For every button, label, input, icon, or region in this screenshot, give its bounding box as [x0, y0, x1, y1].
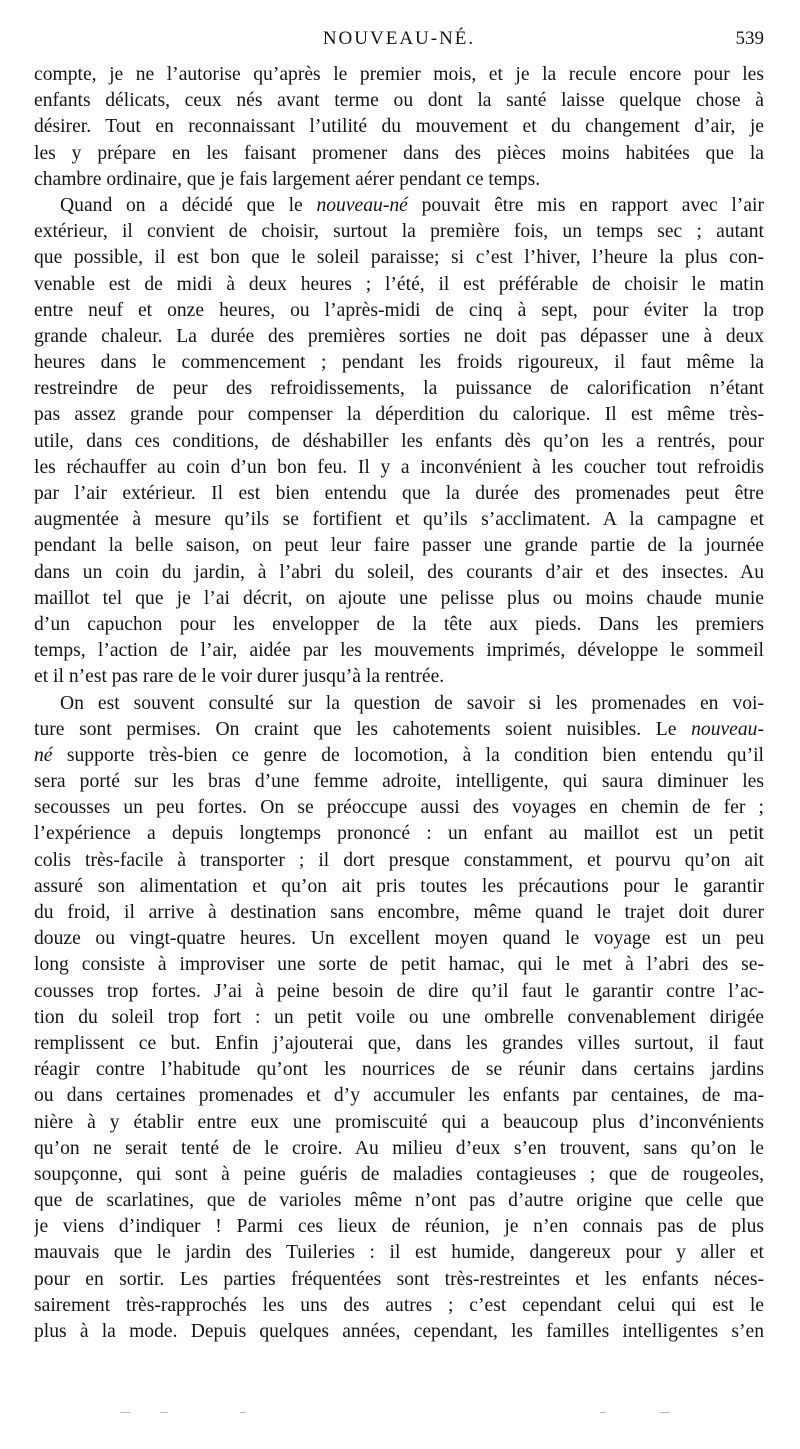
- text-line: augmentée à mesure qu’ils se fortifient et qu’ils s’acclimatent. A la campagne et: [34, 509, 764, 531]
- text-line: compte, je ne l’autorise qu’après le premier mois, et je la recule encore pour les: [34, 64, 764, 85]
- text-line: cousses trop fortes. J’ai à peine besoin de dire qu’il faut le garantir contre l’ac-: [34, 980, 764, 1002]
- text-line: que possible, il est bon que le soleil paraisse; si c’est l’hiver, l’heure la plus con-: [34, 247, 764, 269]
- text-line: entre neuf et onze heures, ou l’après-midi de cinq à sept, pour éviter la trop: [34, 299, 764, 321]
- text-line: maillot tel que je l’ai décrit, on ajoute une pelisse plus ou moins chaude munie: [34, 587, 764, 609]
- text-line: l’expérience a depuis longtemps prononcé : un enfant au maillot est un petit: [34, 823, 764, 845]
- text-line: enfants délicats, ceux nés avant terme ou dont la santé laisse quelque chose à: [34, 90, 764, 112]
- text-line: Quand on a décidé que le nouveau-né pouvait être mis en rapport avec l’air: [60, 194, 764, 216]
- text-line: venable est de midi à deux heures ; l’été, il est préférable de choisir le matin: [34, 273, 764, 295]
- text-line: extérieur, il convient de choisir, surtout la première fois, un temps sec ; autant: [34, 221, 764, 243]
- text-line: pas assez grande pour compenser la déperdition du calorique. Il est même très-: [34, 404, 764, 426]
- body-text: [34, 62, 764, 1345]
- text-line: nière à y établir entre eux une promiscuité qui a beaucoup plus d’inconvénients: [34, 1111, 764, 1133]
- text-line: les y prépare en les faisant promener dans des pièces moins habitées que la: [34, 142, 764, 164]
- text-line: désirer. Tout en reconnaissant l’utilité du mouvement et du changement d’air, je: [34, 116, 764, 138]
- text-line: et il n’est pas rare de le voir durer jusqu’à la rentrée.: [34, 666, 445, 688]
- scan-mark: [160, 1412, 168, 1413]
- scan-mark: [240, 1412, 246, 1413]
- text-line: sairement très-rapprochés les uns des autres ; c’est cependant celui qui est le: [34, 1294, 764, 1316]
- text-line: utile, dans ces conditions, de déshabiller les enfants dès qu’on les a rentrés, pour: [34, 430, 764, 452]
- text-line: remplissent ce but. Enfin j’ajouterai que, dans les grandes villes surtout, il faut: [34, 1032, 764, 1054]
- text-line: mauvais que le jardin des Tuileries : il est humide, dangereux pour y aller et: [34, 1242, 764, 1264]
- text-line: douze ou vingt-quatre heures. Un excellent moyen quand le voyage est un peu: [34, 928, 764, 950]
- text-line: né supporte très-bien ce genre de locomotion, à la condition bien entendu qu’il: [34, 744, 764, 766]
- text-line: ture sont permises. On craint que les cahotements soient nuisibles. Le nouveau-: [34, 718, 764, 740]
- text-line: ou dans certaines promenades et d’y accumuler les enfants par centaines, de ma-: [34, 1085, 764, 1107]
- text-line: heures dans le commencement ; pendant les froids rigoureux, il faut même la: [34, 352, 764, 374]
- scan-mark: [660, 1412, 670, 1413]
- text-line: par l’air extérieur. Il est bien entendu que la durée des promenades peut être: [34, 483, 764, 504]
- text-line: plus à la mode. Depuis quelques années, cependant, les familles intelligentes s’en: [34, 1321, 764, 1342]
- text-line: pour en sortir. Les parties fréquentées sont très-restreintes et les enfants néces-: [34, 1268, 764, 1290]
- text-line: temps, l’action de l’air, aidée par les mouvements imprimés, développe le sommeil: [34, 640, 764, 662]
- running-head: [34, 28, 764, 58]
- text-line: réagir contre l’habitude qu’ont les nourrices de se réunir dans certains jardins: [34, 1059, 764, 1081]
- text-line: colis très-facile à transporter ; il dort presque constamment, et pourvu qu’on ait: [34, 849, 764, 871]
- text-line: dans un coin du jardin, à l’abri du soleil, des courants d’air et des insectes. Au: [34, 561, 764, 583]
- text-line: les réchauffer au coin d’un bon feu. Il y a inconvénient à les coucher tout refroidis: [34, 456, 764, 478]
- text-line: secousses un peu fortes. On se préoccupe aussi des voyages en chemin de fer ;: [34, 797, 764, 819]
- scan-marks: [120, 1410, 680, 1416]
- text-line: long consiste à improviser une sorte de petit hamac, qui le met à l’abri des se-: [34, 954, 764, 976]
- page-number: 539: [735, 28, 764, 49]
- scan-mark: [120, 1412, 130, 1413]
- text-line: soupçonne, qui sont à peine guéris de maladies contagieuses ; que de rougeoles,: [34, 1163, 764, 1185]
- text-line: sera porté sur les bras d’une femme adroite, intelligente, qui saura diminuer les: [34, 771, 764, 793]
- text-line: restreindre de peur des refroidissements, la puissance de calorification n’étant: [34, 378, 764, 400]
- running-title: NOUVEAU-NÉ.: [322, 28, 476, 49]
- text-line: du froid, il arrive à destination sans encombre, même quand le trajet doit durer: [34, 902, 764, 923]
- text-line: assuré son alimentation et qu’on ait pris toutes les précautions pour le garantir: [34, 875, 764, 897]
- text-line: d’un capuchon pour les envelopper de la tête aux pieds. Dans les premiers: [34, 613, 764, 635]
- text-line: je viens d’indiquer ! Parmi ces lieux de réunion, je n’en connais pas de plus: [34, 1216, 764, 1238]
- text-line: pendant la belle saison, on peut leur faire passer une grande partie de la journée: [34, 535, 764, 557]
- text-line: que de scarlatines, que de varioles même n’ont pas d’autre origine que celle que: [34, 1190, 764, 1212]
- text-line: qu’on ne serait tenté de le croire. Au milieu d’eux s’en trouvent, sans qu’on le: [34, 1137, 764, 1159]
- text-line: On est souvent consulté sur la question de savoir si les promenades en voi-: [60, 692, 764, 714]
- scan-mark: [600, 1412, 606, 1413]
- text-line: grande chaleur. La durée des premières sorties ne doit pas dépasser une à deux: [34, 325, 764, 347]
- text-line: chambre ordinaire, que je fais largement aérer pendant ce temps.: [34, 168, 541, 190]
- text-line: tion du soleil trop fort : un petit voile ou une ombrelle convenablement dirigée: [34, 1006, 764, 1028]
